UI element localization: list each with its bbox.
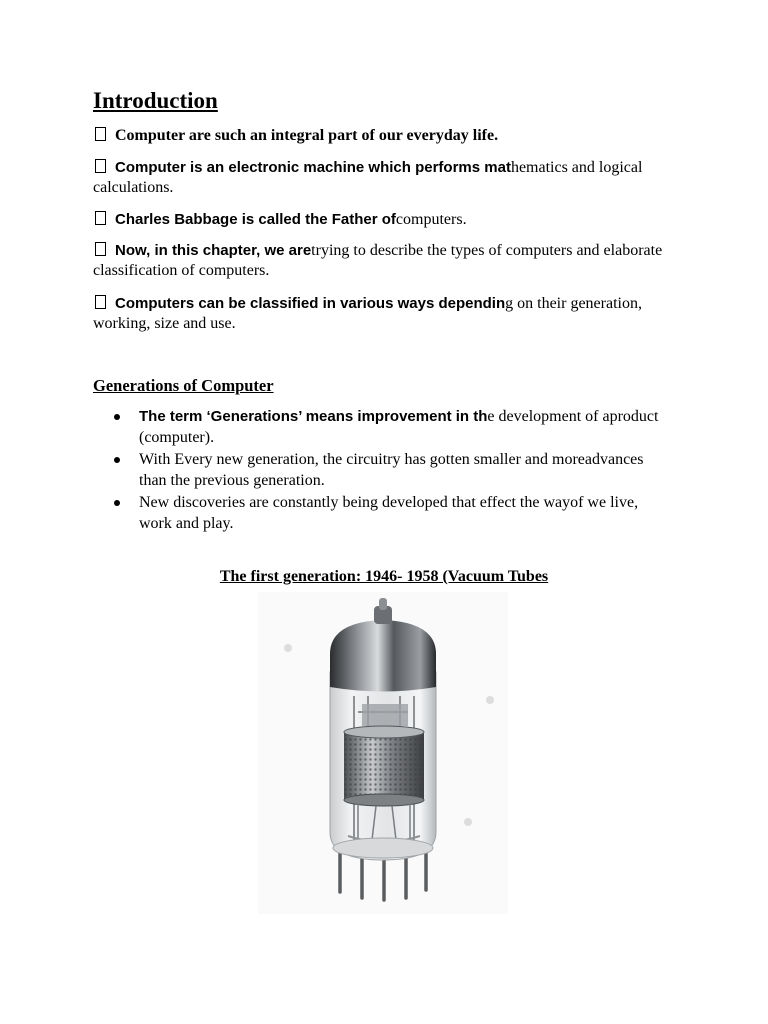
intro-item-3-bold: Charles Babbage is called the Father of <box>115 211 396 228</box>
intro-item-4-bold: Now, in this chapter, we are <box>115 242 312 259</box>
generation-bullet-1-rest: e development of aproduct (computer). <box>139 408 659 446</box>
bullet-box-icon <box>95 211 106 225</box>
list-item <box>93 449 673 491</box>
intro-item-3 <box>93 210 673 230</box>
list-item <box>93 492 673 534</box>
intro-item-4 <box>93 241 673 281</box>
generation-bullet-2-text: With Every new generation, the circuitry has gotten smaller and moreadvances than the previous generation. <box>139 451 644 489</box>
list-item <box>93 406 673 448</box>
intro-item-5 <box>93 294 673 334</box>
generation-bullet-3-text: New discoveries are constantly being developed that effect the wayof we live, work and play. <box>139 494 639 532</box>
bullet-dot-icon <box>114 457 120 463</box>
intro-item-2-bold: Computer is an electronic machine which performs mat <box>115 159 511 176</box>
intro-item-5-bold: Computers can be classified in various ways dependin <box>115 295 506 312</box>
bullet-dot-icon <box>114 414 120 420</box>
bullet-dot-icon <box>114 500 120 506</box>
generation-bullet-1-bold: The term ‘Generations’ means improvement in th <box>139 408 488 425</box>
intro-item-1-bold: Computer are such an integral part of our everyday life. <box>115 127 499 144</box>
bullet-box-icon <box>95 295 106 309</box>
intro-item-3-rest: computers. <box>395 211 467 228</box>
bullet-box-icon <box>95 242 106 256</box>
intro-item-2-rest: hematics and logical calculations. <box>93 159 643 196</box>
introduction-heading: Introduction <box>93 88 218 113</box>
vacuum-tube-illustration <box>258 592 508 914</box>
generations-heading: Generations of Computer <box>93 376 274 395</box>
bullet-box-icon <box>95 127 106 141</box>
intro-item-1 <box>93 126 673 146</box>
intro-item-4-rest: trying to describe the types of computers and elaborate classification of computers. <box>93 242 663 279</box>
intro-item-5-rest: g on their generation, working, size and use. <box>93 295 642 332</box>
bullet-box-icon <box>95 159 106 173</box>
first-generation-heading: The first generation: 1946- 1958 (Vacuum Tubes <box>219 568 549 585</box>
generations-list <box>93 406 673 535</box>
intro-item-2 <box>93 158 673 198</box>
vacuum-tube-photo <box>258 592 508 914</box>
